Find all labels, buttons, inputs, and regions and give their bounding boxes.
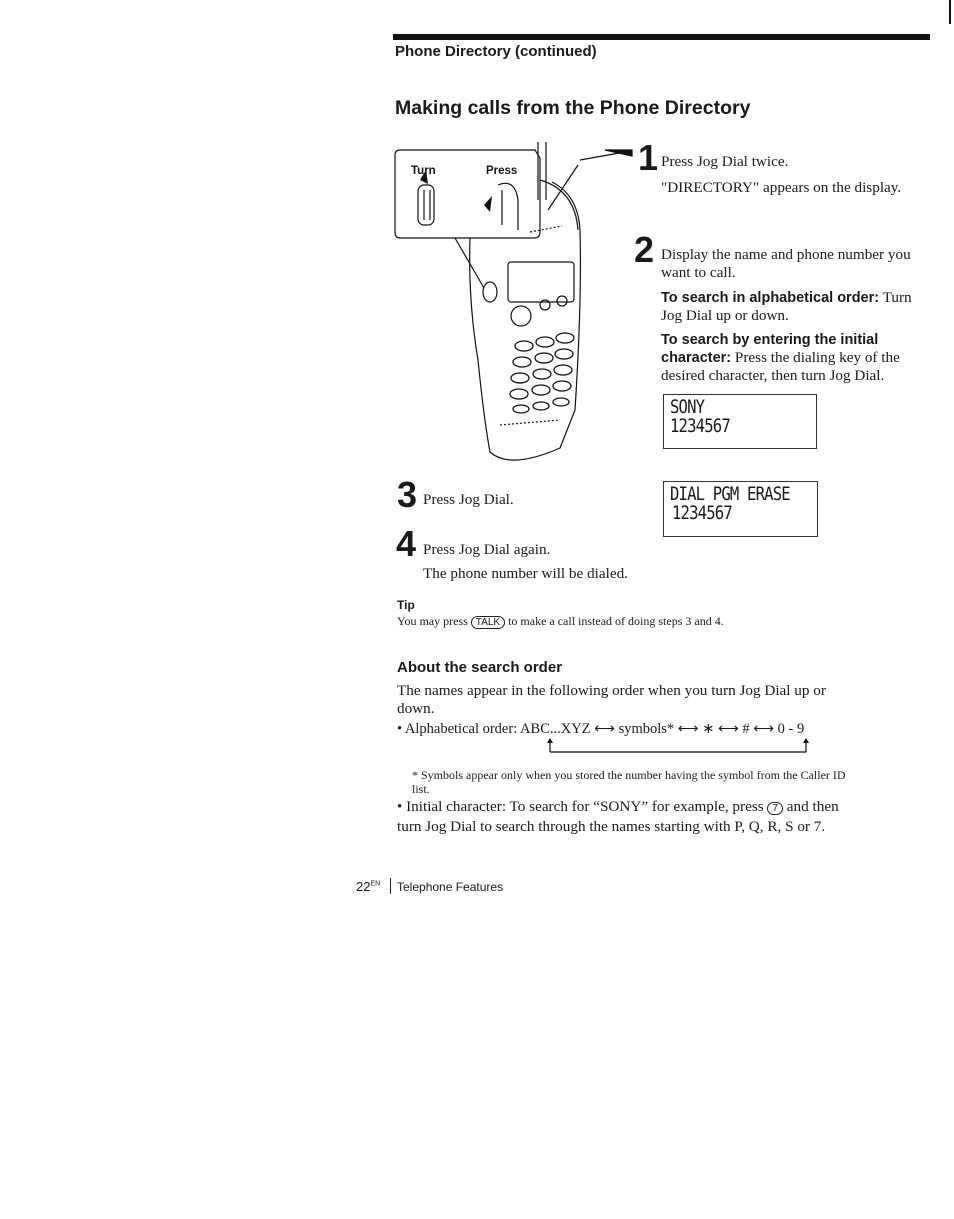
tip-text — [397, 614, 724, 629]
symbols-footnote: * Symbols appear only when you stored the number having the symbol from the Caller ID list. — [412, 768, 846, 796]
step-4-number: 4 — [396, 523, 417, 564]
turn-label: Turn — [411, 165, 436, 177]
initial-character-before: • Initial character: To search for “SONY” for example, press — [397, 798, 768, 815]
alphabetical-search-instruction — [661, 289, 936, 325]
about-search-intro: The names appear in the following order when you turn Jog Dial up or down. — [397, 682, 826, 717]
page-number — [356, 879, 380, 894]
lcd-2-line-2: 1234567 — [672, 502, 732, 524]
tip-label: Tip — [397, 598, 415, 612]
alphabetical-order-line: • Alphabetical order: ABC...XYZ ⟷ symbols* ⟷ ∗ ⟷ # ⟷ 0 - 9 — [397, 721, 805, 737]
initial-search-lead: To search by entering the initial character: — [661, 332, 879, 366]
section-header: Phone Directory (continued) — [395, 43, 597, 60]
initial-character-order — [397, 798, 852, 836]
edge-mark — [949, 0, 951, 24]
page-number-value: 22 — [356, 879, 371, 894]
lcd-display-dial — [663, 481, 818, 537]
about-search-heading: About the search order — [397, 659, 563, 676]
tip-text-after: to make a call instead of doing steps 3 and 4. — [505, 614, 724, 628]
initial-search-instruction — [661, 331, 936, 385]
alphabetical-search-text: Turn Jog Dial up or down. — [661, 289, 912, 324]
step-3-text: Press Jog Dial. — [423, 491, 514, 508]
key-7-icon: 7 — [767, 802, 783, 815]
page-number-suffix: EN — [370, 880, 381, 888]
initial-character-after: and then turn Jog Dial to search through the names starting with P, Q, R, S or 7. — [397, 798, 839, 835]
step-1-subtext: "DIRECTORY" appears on the display. — [661, 179, 902, 196]
order-cycle-arrow — [545, 738, 815, 756]
initial-search-text: Press the dialing key of the desired character, then turn Jog Dial. — [661, 349, 900, 384]
step-1-text: Press Jog Dial twice. — [661, 153, 789, 170]
lcd-display-directory — [663, 394, 817, 449]
top-rule — [393, 34, 930, 40]
tip-text-before: You may press — [397, 614, 471, 628]
step-4-text: Press Jog Dial again. — [423, 541, 551, 558]
lcd-2-line-1: DIAL PGM ERASE — [670, 483, 790, 505]
phone-illustration — [393, 138, 653, 468]
step-4-subtext: The phone number will be dialed. — [423, 565, 628, 582]
page-title: Making calls from the Phone Directory — [395, 97, 751, 119]
step-3-number: 3 — [397, 474, 418, 515]
footer-divider — [390, 878, 391, 894]
step-1-number: 1 — [638, 137, 659, 178]
press-label: Press — [486, 165, 518, 177]
lcd-1-line-2: 1234567 — [670, 415, 730, 437]
lcd-1-line-1: SONY — [670, 396, 705, 418]
chapter-title: Telephone Features — [397, 880, 504, 894]
step-2-number: 2 — [634, 229, 655, 270]
talk-key-icon: TALK — [471, 616, 505, 629]
step-2-text: Display the name and phone number you want to call. — [661, 246, 911, 281]
alphabetical-search-lead: To search in alphabetical order: — [661, 290, 880, 306]
